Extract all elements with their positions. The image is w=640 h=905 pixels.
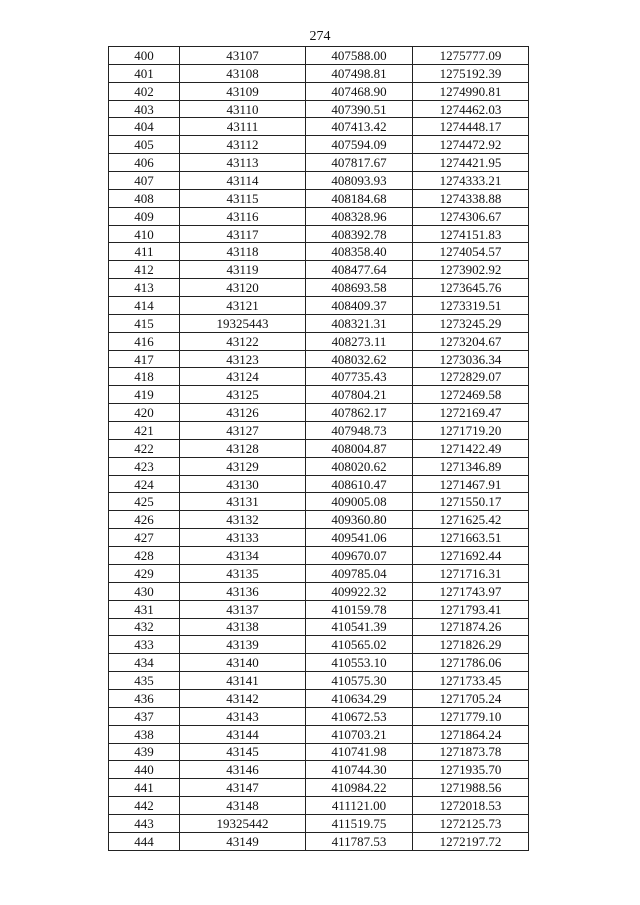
point-id-cell: 19325443 <box>180 314 306 332</box>
y-coordinate-cell: 1271935.70 <box>413 761 529 779</box>
point-id-cell: 43126 <box>180 404 306 422</box>
point-id-cell: 43143 <box>180 707 306 725</box>
point-number-cell: 412 <box>109 261 180 279</box>
table-row <box>109 404 529 422</box>
table-row <box>109 368 529 386</box>
x-coordinate-cell: 408273.11 <box>306 332 413 350</box>
x-coordinate-cell: 410565.02 <box>306 636 413 654</box>
point-id-cell: 43111 <box>180 118 306 136</box>
x-coordinate-cell: 408477.64 <box>306 261 413 279</box>
x-coordinate-cell: 408184.68 <box>306 189 413 207</box>
table-row <box>109 172 529 190</box>
point-number-cell: 416 <box>109 332 180 350</box>
point-number-cell: 427 <box>109 529 180 547</box>
point-number-cell: 429 <box>109 564 180 582</box>
point-number-cell: 433 <box>109 636 180 654</box>
point-id-cell: 43142 <box>180 689 306 707</box>
table-row <box>109 136 529 154</box>
point-number-cell: 408 <box>109 189 180 207</box>
y-coordinate-cell: 1271786.06 <box>413 654 529 672</box>
point-id-cell: 43144 <box>180 725 306 743</box>
point-id-cell: 43134 <box>180 547 306 565</box>
point-number-cell: 406 <box>109 154 180 172</box>
table-row <box>109 82 529 100</box>
point-id-cell: 43116 <box>180 207 306 225</box>
point-number-cell: 420 <box>109 404 180 422</box>
point-number-cell: 425 <box>109 493 180 511</box>
table-row <box>109 100 529 118</box>
point-id-cell: 43131 <box>180 493 306 511</box>
point-id-cell: 43124 <box>180 368 306 386</box>
point-id-cell: 43108 <box>180 64 306 82</box>
table-row <box>109 261 529 279</box>
point-id-cell: 43125 <box>180 386 306 404</box>
y-coordinate-cell: 1271422.49 <box>413 439 529 457</box>
point-id-cell: 43140 <box>180 654 306 672</box>
point-id-cell: 43122 <box>180 332 306 350</box>
x-coordinate-cell: 410553.10 <box>306 654 413 672</box>
table-row <box>109 439 529 457</box>
point-number-cell: 440 <box>109 761 180 779</box>
y-coordinate-cell: 1272169.47 <box>413 404 529 422</box>
coordinates-table <box>108 46 529 851</box>
point-number-cell: 407 <box>109 172 180 190</box>
y-coordinate-cell: 1274151.83 <box>413 225 529 243</box>
y-coordinate-cell: 1275192.39 <box>413 64 529 82</box>
table-row <box>109 814 529 832</box>
point-number-cell: 417 <box>109 350 180 368</box>
x-coordinate-cell: 408693.58 <box>306 279 413 297</box>
y-coordinate-cell: 1274990.81 <box>413 82 529 100</box>
x-coordinate-cell: 407948.73 <box>306 422 413 440</box>
y-coordinate-cell: 1274054.57 <box>413 243 529 261</box>
x-coordinate-cell: 407468.90 <box>306 82 413 100</box>
y-coordinate-cell: 1274338.88 <box>413 189 529 207</box>
table-row <box>109 707 529 725</box>
x-coordinate-cell: 409005.08 <box>306 493 413 511</box>
x-coordinate-cell: 409541.06 <box>306 529 413 547</box>
point-number-cell: 409 <box>109 207 180 225</box>
point-number-cell: 428 <box>109 547 180 565</box>
point-number-cell: 435 <box>109 672 180 690</box>
point-number-cell: 444 <box>109 832 180 850</box>
table-row <box>109 779 529 797</box>
y-coordinate-cell: 1275777.09 <box>413 47 529 65</box>
point-id-cell: 43119 <box>180 261 306 279</box>
point-id-cell: 43127 <box>180 422 306 440</box>
x-coordinate-cell: 410159.78 <box>306 600 413 618</box>
table-row <box>109 600 529 618</box>
point-id-cell: 43137 <box>180 600 306 618</box>
point-id-cell: 43145 <box>180 743 306 761</box>
x-coordinate-cell: 407594.09 <box>306 136 413 154</box>
y-coordinate-cell: 1271705.24 <box>413 689 529 707</box>
page-number: 274 <box>309 29 331 44</box>
point-id-cell: 43123 <box>180 350 306 368</box>
table-row <box>109 422 529 440</box>
table-row <box>109 279 529 297</box>
point-number-cell: 404 <box>109 118 180 136</box>
table-row <box>109 743 529 761</box>
point-id-cell: 43149 <box>180 832 306 850</box>
point-id-cell: 43109 <box>180 82 306 100</box>
y-coordinate-cell: 1271625.42 <box>413 511 529 529</box>
table-row <box>109 797 529 815</box>
x-coordinate-cell: 410672.53 <box>306 707 413 725</box>
y-coordinate-cell: 1271692.44 <box>413 547 529 565</box>
x-coordinate-cell: 410703.21 <box>306 725 413 743</box>
point-number-cell: 402 <box>109 82 180 100</box>
point-number-cell: 422 <box>109 439 180 457</box>
x-coordinate-cell: 408093.93 <box>306 172 413 190</box>
x-coordinate-cell: 407817.67 <box>306 154 413 172</box>
point-number-cell: 411 <box>109 243 180 261</box>
y-coordinate-cell: 1271719.20 <box>413 422 529 440</box>
point-number-cell: 432 <box>109 618 180 636</box>
point-id-cell: 43146 <box>180 761 306 779</box>
x-coordinate-cell: 410744.30 <box>306 761 413 779</box>
y-coordinate-cell: 1272018.53 <box>413 797 529 815</box>
y-coordinate-cell: 1271733.45 <box>413 672 529 690</box>
point-id-cell: 43139 <box>180 636 306 654</box>
table-row <box>109 332 529 350</box>
y-coordinate-cell: 1273902.92 <box>413 261 529 279</box>
table-row <box>109 582 529 600</box>
table-row <box>109 725 529 743</box>
table-row <box>109 314 529 332</box>
point-number-cell: 413 <box>109 279 180 297</box>
table-row <box>109 618 529 636</box>
table-row <box>109 654 529 672</box>
x-coordinate-cell: 409922.32 <box>306 582 413 600</box>
point-number-cell: 400 <box>109 47 180 65</box>
y-coordinate-cell: 1274448.17 <box>413 118 529 136</box>
y-coordinate-cell: 1271467.91 <box>413 475 529 493</box>
x-coordinate-cell: 408032.62 <box>306 350 413 368</box>
table-row <box>109 457 529 475</box>
y-coordinate-cell: 1271864.24 <box>413 725 529 743</box>
point-number-cell: 415 <box>109 314 180 332</box>
point-number-cell: 441 <box>109 779 180 797</box>
point-number-cell: 414 <box>109 297 180 315</box>
table-row <box>109 689 529 707</box>
point-id-cell: 43107 <box>180 47 306 65</box>
point-id-cell: 43117 <box>180 225 306 243</box>
y-coordinate-cell: 1271873.78 <box>413 743 529 761</box>
point-number-cell: 401 <box>109 64 180 82</box>
y-coordinate-cell: 1274421.95 <box>413 154 529 172</box>
point-id-cell: 43129 <box>180 457 306 475</box>
table-row <box>109 475 529 493</box>
point-id-cell: 43148 <box>180 797 306 815</box>
y-coordinate-cell: 1273319.51 <box>413 297 529 315</box>
point-number-cell: 418 <box>109 368 180 386</box>
y-coordinate-cell: 1271826.29 <box>413 636 529 654</box>
x-coordinate-cell: 409360.80 <box>306 511 413 529</box>
x-coordinate-cell: 407413.42 <box>306 118 413 136</box>
point-number-cell: 410 <box>109 225 180 243</box>
point-number-cell: 403 <box>109 100 180 118</box>
point-number-cell: 438 <box>109 725 180 743</box>
point-number-cell: 424 <box>109 475 180 493</box>
point-number-cell: 419 <box>109 386 180 404</box>
table-row <box>109 47 529 65</box>
point-id-cell: 43120 <box>180 279 306 297</box>
point-id-cell: 43128 <box>180 439 306 457</box>
y-coordinate-cell: 1274472.92 <box>413 136 529 154</box>
y-coordinate-cell: 1272125.73 <box>413 814 529 832</box>
y-coordinate-cell: 1274306.67 <box>413 207 529 225</box>
point-id-cell: 43136 <box>180 582 306 600</box>
point-id-cell: 43114 <box>180 172 306 190</box>
x-coordinate-cell: 408409.37 <box>306 297 413 315</box>
point-id-cell: 43115 <box>180 189 306 207</box>
coordinates-table-body <box>109 47 529 851</box>
x-coordinate-cell: 407498.81 <box>306 64 413 82</box>
point-id-cell: 43113 <box>180 154 306 172</box>
x-coordinate-cell: 411787.53 <box>306 832 413 850</box>
table-row <box>109 832 529 850</box>
table-row <box>109 189 529 207</box>
table-row <box>109 243 529 261</box>
point-number-cell: 405 <box>109 136 180 154</box>
x-coordinate-cell: 410741.98 <box>306 743 413 761</box>
x-coordinate-cell: 409785.04 <box>306 564 413 582</box>
x-coordinate-cell: 408328.96 <box>306 207 413 225</box>
table-row <box>109 636 529 654</box>
x-coordinate-cell: 409670.07 <box>306 547 413 565</box>
point-number-cell: 443 <box>109 814 180 832</box>
x-coordinate-cell: 407862.17 <box>306 404 413 422</box>
point-id-cell: 43141 <box>180 672 306 690</box>
x-coordinate-cell: 410634.29 <box>306 689 413 707</box>
y-coordinate-cell: 1271793.41 <box>413 600 529 618</box>
point-number-cell: 442 <box>109 797 180 815</box>
x-coordinate-cell: 408392.78 <box>306 225 413 243</box>
table-row <box>109 154 529 172</box>
point-id-cell: 43133 <box>180 529 306 547</box>
y-coordinate-cell: 1272197.72 <box>413 832 529 850</box>
table-row <box>109 207 529 225</box>
table-row <box>109 761 529 779</box>
table-row <box>109 64 529 82</box>
table-row <box>109 493 529 511</box>
y-coordinate-cell: 1271716.31 <box>413 564 529 582</box>
x-coordinate-cell: 408004.87 <box>306 439 413 457</box>
y-coordinate-cell: 1273645.76 <box>413 279 529 297</box>
x-coordinate-cell: 407588.00 <box>306 47 413 65</box>
x-coordinate-cell: 408358.40 <box>306 243 413 261</box>
x-coordinate-cell: 411519.75 <box>306 814 413 832</box>
table-row <box>109 511 529 529</box>
y-coordinate-cell: 1271779.10 <box>413 707 529 725</box>
table-row <box>109 529 529 547</box>
point-id-cell: 19325442 <box>180 814 306 832</box>
y-coordinate-cell: 1271743.97 <box>413 582 529 600</box>
x-coordinate-cell: 408610.47 <box>306 475 413 493</box>
table-row <box>109 672 529 690</box>
x-coordinate-cell: 411121.00 <box>306 797 413 815</box>
y-coordinate-cell: 1271346.89 <box>413 457 529 475</box>
point-number-cell: 430 <box>109 582 180 600</box>
point-id-cell: 43110 <box>180 100 306 118</box>
table-row <box>109 547 529 565</box>
x-coordinate-cell: 410575.30 <box>306 672 413 690</box>
y-coordinate-cell: 1273204.67 <box>413 332 529 350</box>
point-number-cell: 431 <box>109 600 180 618</box>
y-coordinate-cell: 1271663.51 <box>413 529 529 547</box>
table-row <box>109 297 529 315</box>
y-coordinate-cell: 1271874.26 <box>413 618 529 636</box>
y-coordinate-cell: 1272829.07 <box>413 368 529 386</box>
x-coordinate-cell: 407735.43 <box>306 368 413 386</box>
point-number-cell: 437 <box>109 707 180 725</box>
point-number-cell: 421 <box>109 422 180 440</box>
point-id-cell: 43112 <box>180 136 306 154</box>
table-row <box>109 564 529 582</box>
y-coordinate-cell: 1274462.03 <box>413 100 529 118</box>
point-id-cell: 43138 <box>180 618 306 636</box>
x-coordinate-cell: 410541.39 <box>306 618 413 636</box>
x-coordinate-cell: 410984.22 <box>306 779 413 797</box>
table-row <box>109 386 529 404</box>
point-number-cell: 434 <box>109 654 180 672</box>
x-coordinate-cell: 408020.62 <box>306 457 413 475</box>
point-id-cell: 43118 <box>180 243 306 261</box>
y-coordinate-cell: 1271550.17 <box>413 493 529 511</box>
point-number-cell: 426 <box>109 511 180 529</box>
point-number-cell: 423 <box>109 457 180 475</box>
y-coordinate-cell: 1274333.21 <box>413 172 529 190</box>
y-coordinate-cell: 1271988.56 <box>413 779 529 797</box>
point-id-cell: 43132 <box>180 511 306 529</box>
table-row <box>109 225 529 243</box>
x-coordinate-cell: 407804.21 <box>306 386 413 404</box>
y-coordinate-cell: 1273036.34 <box>413 350 529 368</box>
y-coordinate-cell: 1273245.29 <box>413 314 529 332</box>
point-id-cell: 43121 <box>180 297 306 315</box>
point-id-cell: 43135 <box>180 564 306 582</box>
y-coordinate-cell: 1272469.58 <box>413 386 529 404</box>
point-number-cell: 436 <box>109 689 180 707</box>
point-number-cell: 439 <box>109 743 180 761</box>
table-row <box>109 350 529 368</box>
point-id-cell: 43147 <box>180 779 306 797</box>
table-row <box>109 118 529 136</box>
x-coordinate-cell: 408321.31 <box>306 314 413 332</box>
x-coordinate-cell: 407390.51 <box>306 100 413 118</box>
point-id-cell: 43130 <box>180 475 306 493</box>
